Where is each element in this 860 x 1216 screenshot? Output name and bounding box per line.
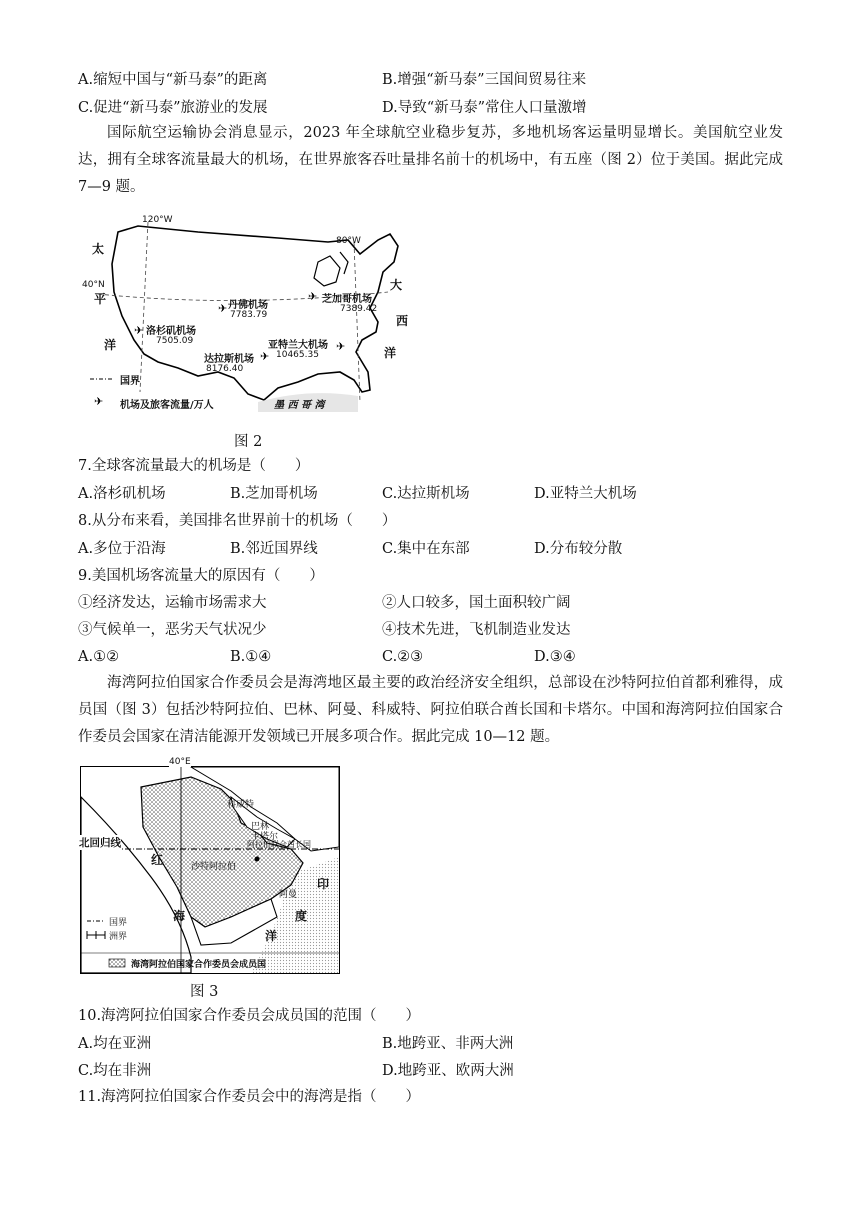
q8-option-a: A.多位于沿海 (78, 541, 166, 557)
legend-member-label: 海湾阿拉伯国家合作委员会成员国 (131, 960, 267, 970)
q9-stem: 9.美国机场客流量大的原因有（ ） (78, 568, 324, 584)
q7-option-d: D.亚特兰大机场 (534, 486, 637, 502)
airport-icon-denver: ✈ (218, 302, 228, 315)
airport-atlanta-value: 10465.35 (276, 350, 319, 360)
indian-ocean-2: 度 (295, 909, 308, 923)
ocean-atlantic-3: 洋 (384, 346, 397, 360)
q7-option-b: B.芝加哥机场 (230, 486, 318, 502)
q9-statement-4: ④技术先进，飞机制造业发达 (382, 622, 571, 638)
label-80w: 80°W (336, 236, 361, 246)
q7-option-c: C.达拉斯机场 (382, 486, 470, 502)
airport-icon-la: ✈ (134, 324, 144, 337)
q7-stem: 7.全球客流量最大的机场是（ ） (78, 458, 310, 474)
q6-option-b: B.增强“新马泰”三国间贸易往来 (382, 72, 587, 88)
label-40e: 40°E (169, 757, 191, 767)
figure-3-caption: 图 3 (190, 984, 219, 1000)
q9-statement-2: ②人口较多，国土面积较广阔 (382, 595, 571, 611)
airport-icon-atlanta: ✈ (336, 340, 346, 353)
q6-option-a: A.缩短中国与“新马泰”的距离 (78, 72, 268, 88)
label-tropic-of-cancer: 北回归线 (79, 837, 121, 849)
q10-option-d: D.地跨亚、欧两大洲 (382, 1063, 514, 1079)
ocean-atlantic-2: 西 (396, 314, 409, 328)
figure-2-caption: 图 2 (234, 434, 263, 450)
ocean-pacific-1: 太 (92, 242, 105, 256)
q6-option-d: D.导致“新马泰”常住人口量激增 (382, 100, 587, 116)
q10-option-b: B.地跨亚、非两大洲 (382, 1036, 514, 1052)
label-120w: 120°W (142, 215, 173, 225)
airport-chicago-name: 芝加哥机场 (322, 294, 372, 305)
label-bahrain: 巴林 (251, 822, 270, 832)
figure-2-us-map (78, 212, 408, 412)
airport-atlanta-name: 亚特兰大机场 (268, 340, 328, 351)
q9-option-c: C.②③ (382, 649, 424, 665)
red-sea-2: 海 (173, 909, 186, 923)
q8-stem: 8.从分布来看，美国排名世界前十的机场（ ） (78, 513, 397, 529)
label-gulf-of-mexico: 墨 西 哥 湾 (274, 400, 325, 411)
q8-option-b: B.邻近国界线 (230, 541, 318, 557)
airport-dallas-value: 8176.40 (206, 364, 244, 374)
airport-dallas-name: 达拉斯机场 (204, 354, 254, 365)
label-kuwait: 科威特 (227, 800, 255, 810)
q10-option-a: A.均在亚洲 (78, 1036, 152, 1052)
legend-airport-label: 机场及旅客流量/万人 (120, 400, 214, 411)
ocean-pacific-2: 平 (94, 292, 107, 306)
q9-option-d: D.③④ (534, 649, 576, 665)
airport-la-name: 洛杉矶机场 (146, 326, 196, 337)
red-sea-1: 红 (151, 853, 164, 867)
airport-denver-name: 丹佛机场 (228, 300, 268, 311)
legend-member-swatch (109, 959, 125, 967)
airport-la-value: 7505.09 (156, 336, 194, 346)
label-uae: 阿拉伯联合酋长国 (247, 840, 311, 849)
indian-ocean-3: 洋 (265, 929, 278, 943)
intro-questions-7-9: 国际航空运输协会消息显示，2023 年全球航空业稳步复苏，多地机场客运量明显增长。美国航空业发达，拥有全球客流量最大的机场，在世界旅客吞吐量排名前十的机场中，有五座（图 2）位于美国。据此完成 7—9 题。 (78, 125, 783, 195)
legend-continent-label: 洲界 (109, 932, 128, 942)
label-saudi-arabia: 沙特阿拉伯 (191, 862, 237, 872)
q9-option-b: B.①④ (230, 649, 272, 665)
label-40n: 40°N (82, 280, 105, 290)
q9-statement-3: ③气候单一，恶劣天气状况少 (78, 622, 267, 638)
q10-stem: 10.海湾阿拉伯国家合作委员会成员国的范围（ ） (78, 1008, 421, 1024)
q9-option-a: A.①② (78, 649, 120, 665)
q11-stem: 11.海湾阿拉伯国家合作委员会中的海湾是指（ ） (78, 1089, 421, 1105)
q9-statement-1: ①经济发达，运输市场需求大 (78, 595, 267, 611)
q8-option-c: C.集中在东部 (382, 541, 470, 557)
label-oman: 阿曼 (279, 890, 298, 900)
airport-icon-dallas: ✈ (260, 350, 270, 363)
legend-border-label: 国界 (120, 376, 140, 387)
intro-questions-10-12: 海湾阿拉伯国家合作委员会是海湾地区最主要的政治经济安全组织，总部设在沙特阿拉伯首都利雅得，成员国（图 3）包括沙特阿拉伯、巴林、阿曼、科威特、阿拉伯联合酋长国和卡塔尔。中国和海湾阿拉伯国家合作委员会国家在清洁能源开发领域已开展多项合作。据此完成 10—12 题。 (78, 675, 783, 745)
airport-chicago-value: 7389.42 (340, 304, 378, 314)
q10-option-c: C.均在非洲 (78, 1063, 152, 1079)
ocean-atlantic-1: 大 (390, 278, 403, 292)
legend-airport-icon: ✈ (94, 395, 104, 408)
ocean-pacific-3: 洋 (104, 338, 117, 352)
label-qatar: 卡塔尔 (251, 832, 279, 842)
indian-ocean-1: 印 (317, 877, 330, 891)
figure-3-gulf-map (79, 757, 340, 974)
legend-border-label: 国界 (109, 918, 128, 928)
q7-option-a: A.洛杉矶机场 (78, 486, 166, 502)
riyadh-dot (255, 857, 260, 862)
q6-option-c: C.促进“新马泰”旅游业的发展 (78, 100, 268, 116)
q8-option-d: D.分布较分散 (534, 541, 623, 557)
airport-icon-chicago: ✈ (308, 290, 318, 303)
airport-denver-value: 7783.79 (230, 310, 268, 320)
